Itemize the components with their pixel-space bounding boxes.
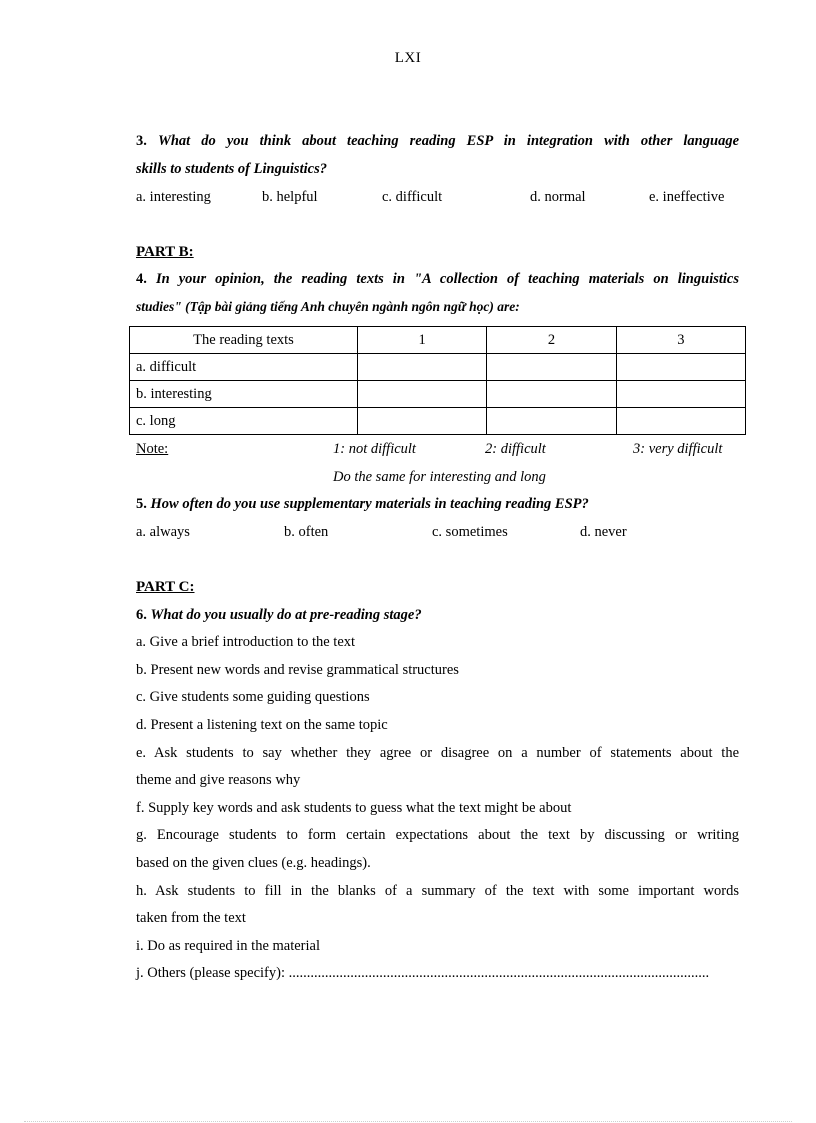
page-number: LXI (394, 50, 422, 66)
q4-text-line1: In your opinion, the reading texts in "A collection of teaching materials on linguistics (155, 271, 739, 287)
q5-line (136, 496, 589, 513)
q3-text-line1: What do you think about teaching reading ESP in integration with other language (157, 133, 740, 149)
note-label: Note: (136, 441, 169, 457)
q5-option-b: b. often (284, 524, 329, 540)
q5-number: 5. (136, 496, 147, 512)
q6-item-a: a. Give a brief introduction to the text (136, 634, 356, 650)
table-header-cell: 2 (487, 327, 616, 354)
q3-option-a: a. interesting (136, 189, 211, 205)
q6-item-j-label: j. Others (please specify): (136, 965, 285, 981)
q3-number: 3. (136, 133, 147, 149)
q3-option-d: d. normal (530, 189, 586, 205)
q6-item-i: i. Do as required in the material (136, 938, 321, 954)
table-cell[interactable] (358, 381, 487, 408)
table-row (130, 381, 746, 408)
note-scale-1: 1: not difficult (333, 441, 416, 457)
table-cell[interactable] (358, 354, 487, 381)
table-row-label: c. long (130, 408, 358, 435)
q3-line1 (136, 133, 739, 150)
q6-item-j (136, 965, 709, 982)
footer-rule (24, 1121, 792, 1122)
q6-item-f: f. Supply key words and ask students to guess what the text might be about (136, 800, 572, 816)
q6-item-g-line2: based on the given clues (e.g. headings). (136, 855, 371, 871)
rating-table (129, 326, 746, 435)
q3-option-b: b. helpful (262, 189, 318, 205)
table-header-row (130, 327, 746, 354)
q5-option-a: a. always (136, 524, 190, 540)
table-cell[interactable] (616, 354, 745, 381)
q3-option-e: e. ineffective (649, 189, 725, 205)
q6-item-h-line1: h. Ask students to fill in the blanks of a summary of the text with some important words (136, 883, 739, 899)
q6-item-j-blank[interactable]: .................................................................................................................... (288, 965, 710, 981)
q6-item-g-line1: g. Encourage students to form certain expectations about the text by discussing or writing (136, 827, 739, 843)
q4-line1 (136, 271, 739, 288)
q3-option-c: c. difficult (382, 189, 443, 205)
part-c-heading: PART C: (136, 579, 195, 595)
table-header-cell: 3 (616, 327, 745, 354)
q6-text: What do you usually do at pre-reading stage? (150, 607, 422, 623)
q6-item-h-line2: taken from the text (136, 910, 246, 926)
note-line2: Do the same for interesting and long (333, 469, 546, 485)
table-cell[interactable] (487, 408, 616, 435)
q6-item-b: b. Present new words and revise grammatical structures (136, 662, 459, 678)
table-cell[interactable] (616, 381, 745, 408)
table-header-cell: The reading texts (130, 327, 358, 354)
table-row-label: b. interesting (130, 381, 358, 408)
q6-item-e-line2: theme and give reasons why (136, 772, 301, 788)
table-cell[interactable] (487, 381, 616, 408)
table-row (130, 354, 746, 381)
note-scale-3: 3: very difficult (633, 441, 723, 457)
table-header-cell: 1 (358, 327, 487, 354)
q3-text-line2: skills to students of Linguistics? (136, 161, 327, 177)
q6-line (136, 607, 422, 624)
table-row-label: a. difficult (130, 354, 358, 381)
table-row (130, 408, 746, 435)
part-b-heading: PART B: (136, 244, 194, 260)
q6-item-c: c. Give students some guiding questions (136, 689, 370, 705)
q5-text: How often do you use supplementary materials in teaching reading ESP? (150, 496, 589, 512)
q4-number: 4. (136, 271, 147, 287)
note-scale-2: 2: difficult (485, 441, 546, 457)
q4-text-line2: studies" (Tập bài giảng tiếng Anh chuyên ngành ngôn ngữ học) are: (136, 299, 520, 314)
table-cell[interactable] (616, 408, 745, 435)
q6-item-d: d. Present a listening text on the same topic (136, 717, 388, 733)
q6-number: 6. (136, 607, 147, 623)
q5-option-c: c. sometimes (432, 524, 508, 540)
q6-item-e-line1: e. Ask students to say whether they agree or disagree on a number of statements about the (136, 745, 739, 761)
q5-option-d: d. never (580, 524, 627, 540)
table-cell[interactable] (487, 354, 616, 381)
table-cell[interactable] (358, 408, 487, 435)
